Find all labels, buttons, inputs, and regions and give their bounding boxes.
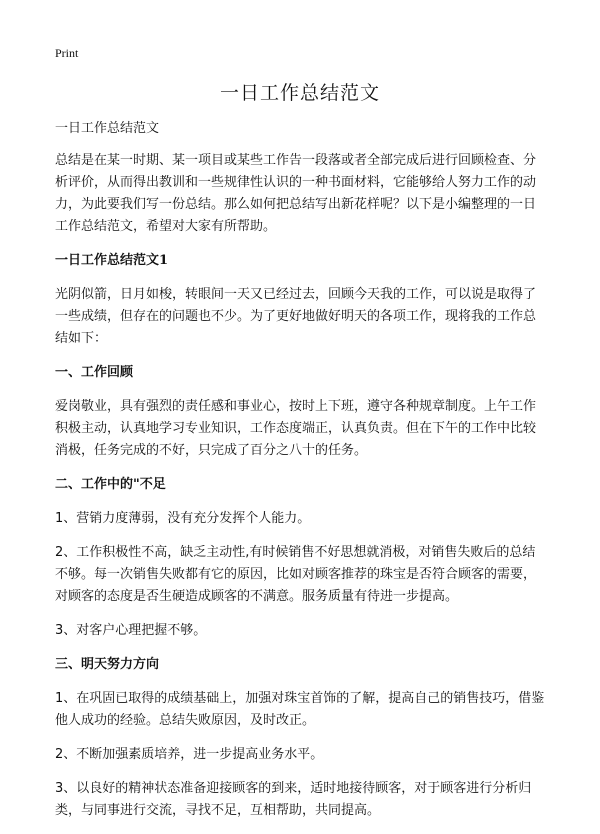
print-label: Print <box>55 46 79 60</box>
document-body <box>55 118 547 834</box>
shortcoming-item: 1、营销力度薄弱，没有充分发挥个人能力。 <box>55 511 311 526</box>
section-heading: 一日工作总结范文1 <box>55 253 169 268</box>
work-review-paragraph: 爱岗敬业，具有强烈的责任感和事业心，按时上下班，遵守各种规章制度。上午工作积极主动，认真地学习专业知识，工作态度端正，认真负责。但在下午的工作中比较消极，任务完成的不好，只完成了百分之八十的任务。 <box>55 399 537 458</box>
direction-item: 3、以良好的精神状态准备迎接顾客的到来，适时地接待顾客，对于顾客进行分析归类，与同事进行交流，寻找不足，互相帮助，共同提高。 <box>55 781 532 818</box>
intro-paragraph: 总结是在某一时期、某一项目或某些工作告一段落或者全部完成后进行回顾检查、分析评价，从而得出教训和一些规律性认识的一种书面材料，它能够给人努力工作的动力，为此要我们写一份总结。那么如何把总结写出新花样呢？以下是小编整理的一日工作总结范文，希望对大家有所帮助。 <box>55 153 537 234</box>
document-subtitle: 一日工作总结范文 <box>55 121 160 136</box>
section-paragraph: 光阴似箭，日月如梭，转眼间一天又已经过去，回顾今天我的工作，可以说是取得了一些成绩，但存在的问题也不少。为了更好地做好明天的各项工作，现将我的工作总结如下： <box>55 287 537 346</box>
work-review-heading: 一、工作回顾 <box>55 365 134 380</box>
direction-item: 2、不断加强素质培养，进一步提高业务水平。 <box>55 747 324 762</box>
direction-heading: 三、明天努力方向 <box>55 657 160 672</box>
shortcoming-item: 2、工作积极性不高，缺乏主动性,有时候销售不好思想就消极，对销售失败后的总结不够。每一次销售失败都有它的原因，比如对顾客推荐的珠宝是否符合顾客的需要，对顾客的态度是否生硬造成顾客的不满意。服务质量有待进一步提高。 <box>55 545 537 604</box>
document-title: 一日工作总结范文 <box>219 82 380 104</box>
shortcoming-item: 3、对客户心理把握不够。 <box>55 623 207 638</box>
direction-item: 1、在巩固已取得的成绩基础上，加强对珠宝首饰的了解，提高自己的销售技巧，借鉴他人成功的经验。总结失败原因，及时改正。 <box>55 691 545 728</box>
shortcomings-heading: 二、工作中的"不足 <box>55 477 166 492</box>
